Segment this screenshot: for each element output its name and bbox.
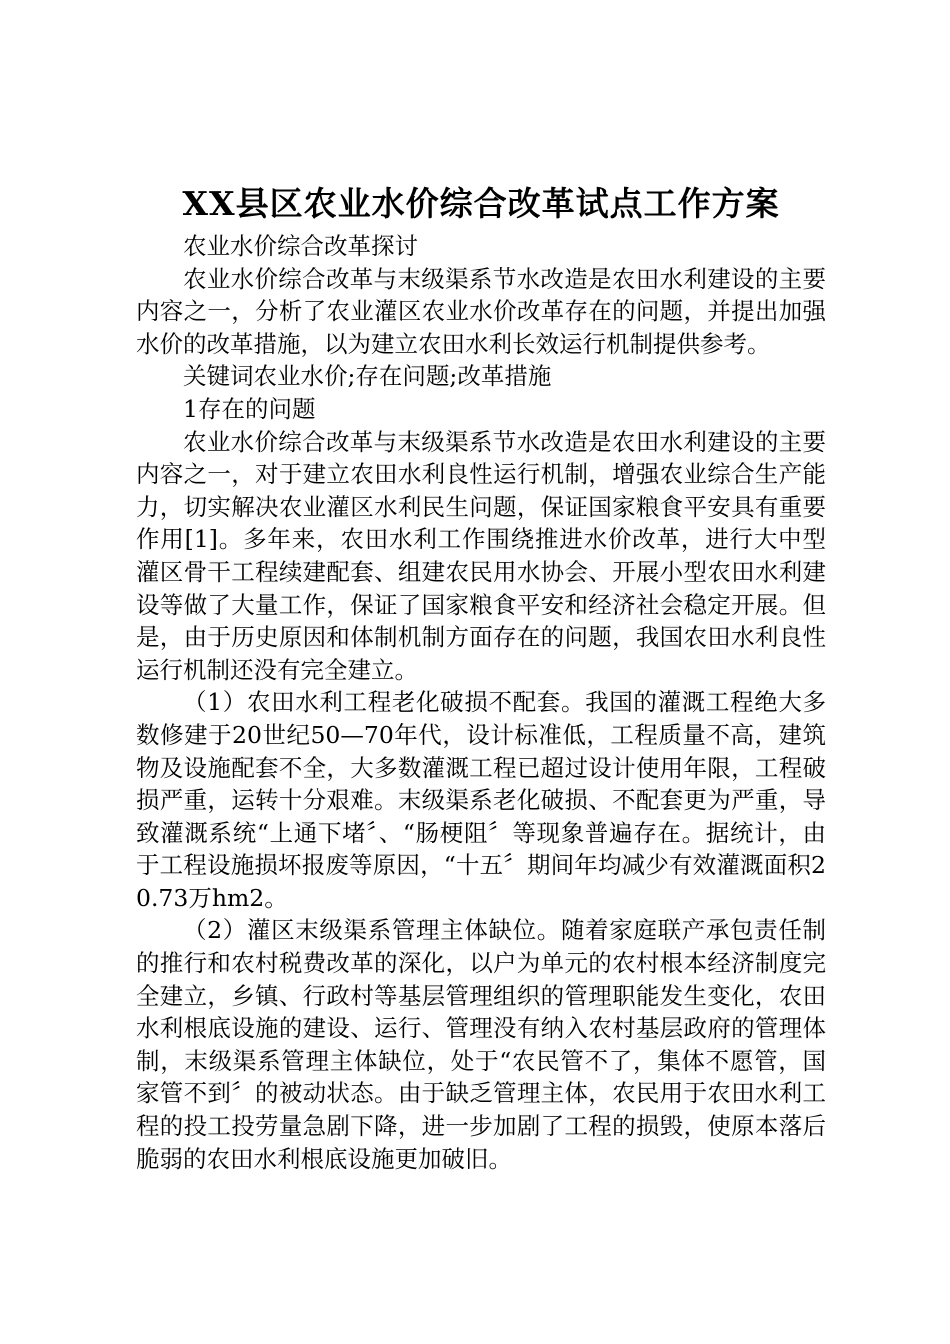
document-title: XX县区农业水价综合改革试点工作方案 [182,184,780,223]
body-paragraph: 农业水价综合改革与末级渠系节水改造是农田水利建设的主要内容之一，对于建立农田水利良性运行机制，增强农业综合生产能力，切实解决农业灌区水利民生问题，保证国家粮食平安具有重要作用[1]。多年来，农田水利工作围绕推进水价改革，进行大中型灌区骨干工程续建配套、组建农民用水协会、开展小型农田水利建设等做了大量工作，保证了国家粮食平安和经济社会稳定开展。但是，由于历史原因和体制机制方面存在的问题，我国农田水利良性运行机制还没有完全建立。 [136,427,826,684]
body-paragraph: （1）农田水利工程老化破损不配套。我国的灌溉工程绝大多数修建于20世纪50—70年代，设计标准低，工程质量不高，建筑物及设施配套不全，大多数灌溉工程已超过设计使用年限，工程破损严重，运转十分艰难。末级渠系老化破损、不配套更为严重，导致灌溉系统“上通下堵〞、“肠梗阻〞等现象普遍存在。据统计，由于工程设施损坏报废等原因，“十五〞期间年均减少有效灌溉面积20.73万hm2。 [136,688,826,912]
abstract-paragraph: 农业水价综合改革与末级渠系节水改造是农田水利建设的主要内容之一，分析了农业灌区农业水价改革存在的问题，并提出加强水价的改革措施，以为建立农田水利长效运行机制提供参考。 [136,264,826,358]
body-paragraph: （2）灌区末级渠系管理主体缺位。随着家庭联产承包责任制的推行和农村税费改革的深化，以户为单元的农村根本经济制度完全建立，乡镇、行政村等基层管理组织的管理职能发生变化，农田水利根底设施的建设、运行、管理没有纳入农村基层政府的管理体制，末级渠系管理主体缺位，处于“农民管不了，集体不愿管，国家管不到〞的被动状态。由于缺乏管理主体，农民用于农田水利工程的投工投劳量急剧下降，进一步加剧了工程的损毁，使原本落后脆弱的农田水利根底设施更加破旧。 [136,916,826,1173]
document-page [136,182,826,1175]
section-heading: 1存在的问题 [183,394,316,423]
subtitle-paragraph: 农业水价综合改革探讨 [183,232,418,260]
keywords-paragraph: 关键词农业水价;存在问题;改革措施 [183,362,552,391]
